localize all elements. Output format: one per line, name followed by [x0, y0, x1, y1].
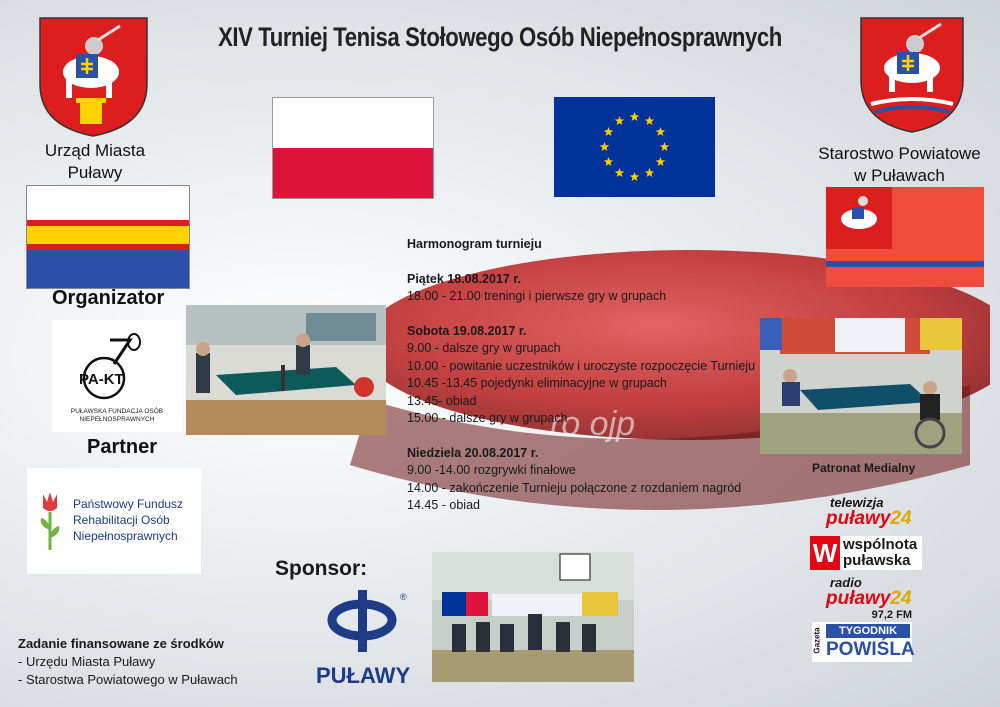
schedule-day3: Niedziela 20.08.2017 r. [407, 445, 539, 460]
sponsor-name: PUŁAWY [316, 663, 411, 688]
funding-item: - Starostwa Powiatowego w Puławach [18, 672, 238, 687]
organizer-logo-text: PA-KT [79, 371, 124, 388]
radio-freq: 97,2 FM [871, 609, 912, 621]
tv-top: telewizja [830, 495, 884, 510]
schedule-day3-item: 14.45 - obiad [407, 498, 480, 512]
organizer-logo-subtitle: PUŁAWSKA FUNDACJA OSÓB NIEPEŁNOSPRAWNYCH [70, 408, 164, 423]
photo-training-hall [186, 305, 386, 435]
photo-wheelchair-match [760, 318, 962, 454]
radio-bottom: puławy [826, 588, 891, 609]
schedule-day3-item: 9.00 -14.00 rozgrywki finałowe [407, 463, 576, 477]
schedule-heading: Harmonogram turnieju [407, 237, 542, 251]
funding-heading: Zadanie finansowane ze środków [18, 636, 224, 651]
wsp-top: wspólnota [843, 536, 918, 553]
registered-mark: ® [400, 592, 407, 602]
left-crest-caption-line2: Puławy [67, 163, 123, 182]
paddle-brand-text: ro ojp [550, 405, 636, 443]
funding-item: - Urzędu Miasta Puławy [18, 654, 156, 669]
schedule-day1-item: 18.00 - 21.00 treningi i pierwsze gry w grupach [407, 289, 667, 303]
azoty-pulawy-logo-icon [318, 588, 412, 654]
tyg-side: Gazeta [812, 627, 822, 654]
right-crest-caption-line1: Starostwo Powiatowe [818, 144, 981, 163]
media-patronage-label: Patronat Medialny [812, 461, 916, 475]
tournament-schedule [407, 236, 767, 515]
funding-note [18, 635, 278, 689]
county-flag [826, 187, 984, 287]
radio-top: radio [830, 575, 862, 590]
tygodnik-powisla-logo [812, 622, 915, 662]
right-crest-caption [812, 143, 987, 187]
schedule-day2-item: 10.00 - powitanie uczestników i uroczyste rozpoczęcie Turnieju [407, 358, 756, 373]
organizer-label: Organizator [52, 287, 165, 309]
schedule-day2-item: 9.00 - dalsze gry w grupach [407, 341, 561, 355]
left-crest-caption-line1: Urząd Miasta [44, 141, 146, 160]
right-crest-caption-line2: w Puławach [854, 166, 945, 185]
wsp-bottom: puławska [843, 552, 911, 569]
schedule-day2-item: 13.45- obiad [407, 393, 477, 408]
schedule-day2-item: 15.00 - dalsze gry w grupach [407, 411, 568, 425]
partner-logo-line1: Państwowy Fundusz [73, 497, 184, 511]
eu-flag [554, 97, 715, 197]
pulawy-county-coat-of-arms-icon [857, 14, 967, 134]
tv-bottom: puławy [826, 508, 891, 529]
schedule-day3-item: 14.00 - zakończenie Turnieju połączone z rozdaniem nagród [407, 480, 742, 495]
partner-logo-line2: Rehabilitacji Osób [73, 513, 170, 527]
partner-label: Partner [87, 436, 158, 458]
radio-pulawy24-logo [826, 576, 926, 622]
partner-logo-text [73, 496, 183, 544]
schedule-day1: Piątek 18.08.2017 r. [407, 271, 521, 286]
organizer-logo [52, 320, 182, 432]
left-crest-caption [40, 140, 150, 184]
telewizja-pulawy24-logo [826, 496, 926, 532]
partner-logo [27, 468, 201, 574]
radio-num: 24 [890, 588, 912, 609]
tv-num: 24 [890, 508, 912, 529]
tulip-icon [37, 490, 63, 554]
schedule-day2-item: 10.45 -13.45 pojedynki eliminacyjne w grupach [407, 376, 667, 390]
sponsor-label: Sponsor: [275, 557, 368, 580]
partner-logo-line3: Niepełnosprawnych [73, 529, 178, 543]
schedule-day2: Sobota 19.08.2017 r. [407, 323, 527, 338]
tyg-bottom: POWIŚLA [826, 639, 915, 660]
pulawy-flag [26, 185, 190, 289]
photo-participants-group [432, 552, 634, 682]
wspolnota-pulawska-logo [810, 536, 922, 570]
pulawy-city-coat-of-arms-icon [36, 14, 151, 139]
page-title: XIV Turniej Tenisa Stołowego Osób Niepełnosprawnych [218, 22, 782, 52]
tyg-top: TYGODNIK [826, 624, 910, 638]
wspolnota-letter: W [810, 536, 840, 570]
poland-flag [272, 97, 434, 199]
